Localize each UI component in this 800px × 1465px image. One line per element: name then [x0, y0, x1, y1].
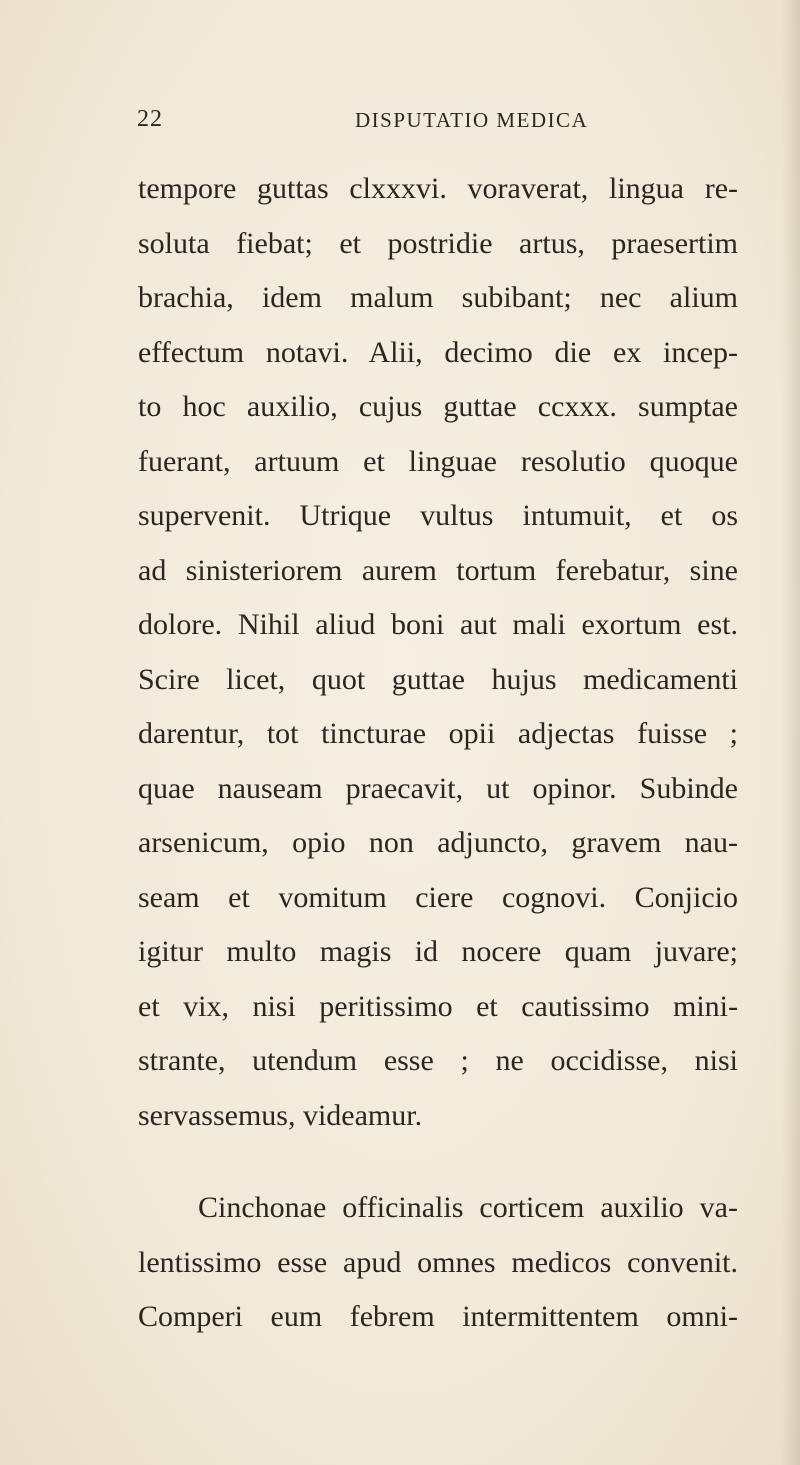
text-line: effectum notavi. Alii, decimo die ex incep-	[138, 335, 738, 369]
text-line: Cinchonae officinalis corticem auxilio va-	[198, 1191, 738, 1224]
page-number: 22	[137, 106, 163, 132]
text-line: soluta fiebat; et postridie artus, praesertim	[138, 226, 738, 260]
text-line: dolore. Nihil aliud boni aut mali exortum est.	[138, 608, 738, 641]
paragraph-gap	[138, 1143, 738, 1181]
text-line: et vix, nisi peritissimo et cautissimo mini-	[138, 989, 738, 1023]
text-line: Comperi eum febrem intermittentem omni-	[138, 1300, 738, 1333]
running-head	[0, 106, 800, 146]
page-edge-shadow	[782, 0, 800, 1465]
text-line: igitur multo magis id nocere quam juvare;	[138, 935, 738, 968]
text-line: ad sinisteriorem aurem tortum ferebatur, sine	[138, 553, 738, 587]
text-line: fuerant, artuum et linguae resolutio quoque	[138, 444, 738, 478]
text-line: tempore guttas clxxxvi. voraverat, lingua re-	[138, 172, 738, 205]
text-line: brachia, idem malum subibant; nec alium	[138, 281, 738, 314]
text-line: Scire licet, quot guttae hujus medicamenti	[138, 662, 738, 696]
text-line: lentissimo esse apud omnes medicos convenit.	[138, 1245, 738, 1279]
text-line: supervenit. Utrique vultus intumuit, et os	[138, 499, 738, 532]
paragraph-2	[138, 1181, 738, 1345]
paragraph-1	[138, 162, 738, 1143]
text-line: servassemus, videamur.	[138, 1098, 423, 1132]
text-line: quae nauseam praecavit, ut opinor. Subinde	[138, 771, 738, 805]
text-line: arsenicum, opio non adjuncto, gravem nau-	[138, 826, 738, 859]
text-line: strante, utendum esse ; ne occidisse, nisi	[138, 1044, 738, 1077]
running-head-title: DISPUTATIO MEDICA	[355, 108, 589, 132]
text-line: to hoc auxilio, cujus guttae ccxxx. sumptae	[138, 390, 738, 423]
text-line: seam et vomitum ciere cognovi. Conjicio	[138, 880, 738, 914]
text-line: darentur, tot tincturae opii adjectas fuisse ;	[138, 717, 738, 750]
body-text	[138, 162, 738, 1345]
